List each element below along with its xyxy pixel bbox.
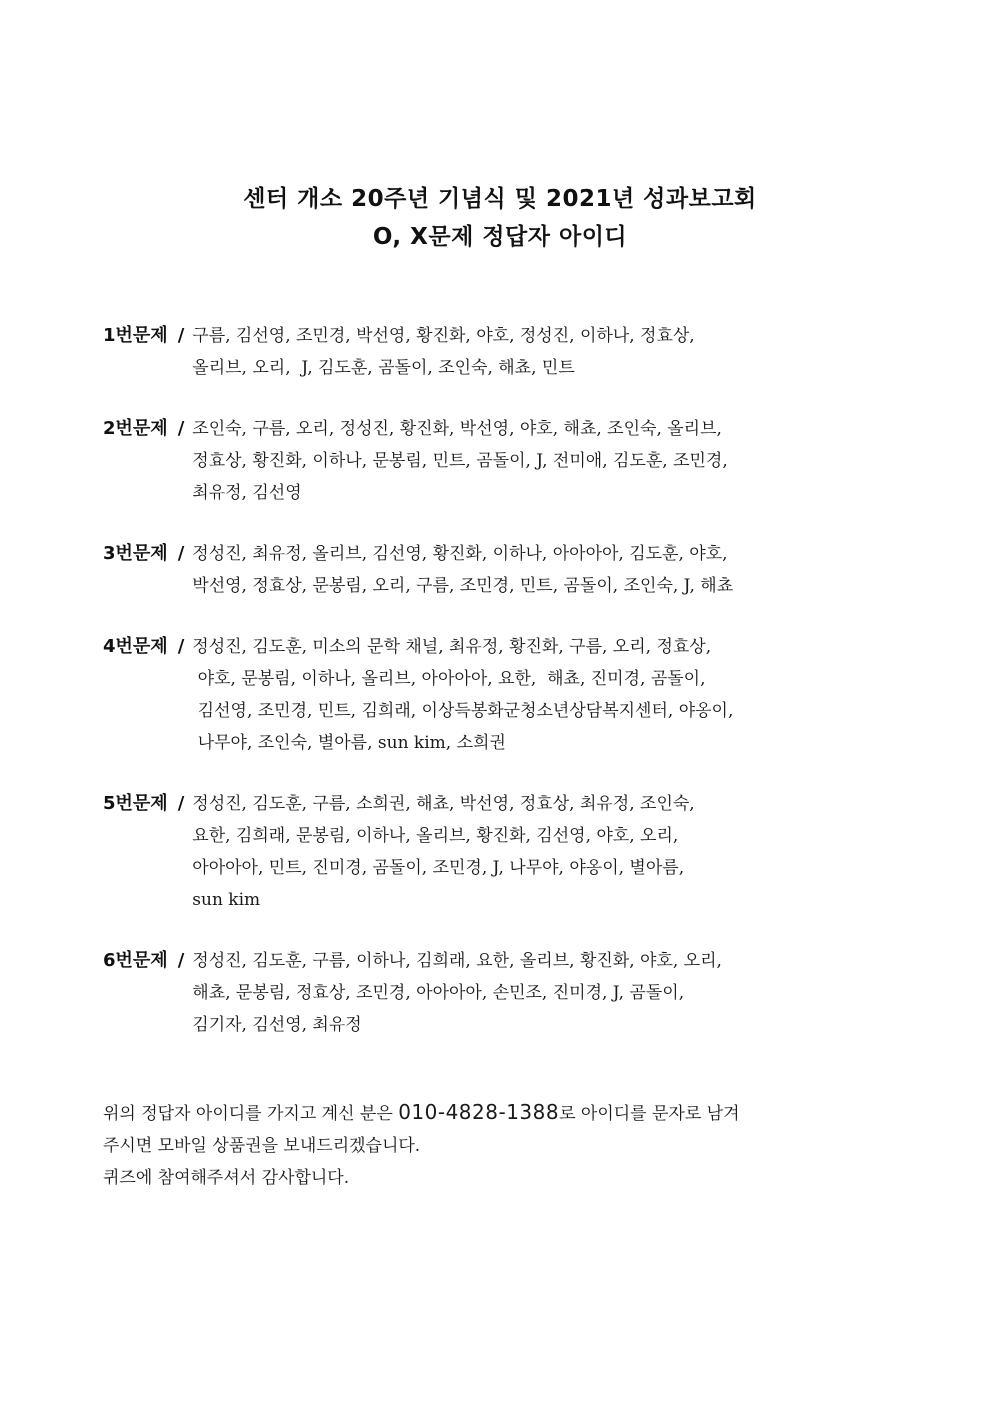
footer-line-3: 퀴즈에 참여해주셔서 감사합니다. (103, 1168, 350, 1188)
question-separator: / (177, 793, 185, 814)
question-separator: / (177, 950, 185, 971)
question-separator: / (177, 325, 185, 346)
footer-text-before-phone: 위의 정답자 아이디를 가지고 계신 분은 (103, 1104, 399, 1124)
document-title: 센터 개소 20주년 기념식 및 2021년 성과보고회 (243, 186, 757, 212)
contact-phone-number: 010-4828-1388 (398, 1100, 560, 1124)
footer-line-2: 주시면 모바일 상품권을 보내드리겠습니다. (103, 1136, 421, 1156)
question-block (103, 945, 903, 1041)
question-label: 1번문제 (103, 325, 168, 346)
footer-line-1 (103, 1096, 903, 1130)
answer-line: 김기자, 김선영, 최유정 (192, 1015, 362, 1035)
answer-line: 조인숙, 구름, 오리, 정성진, 황진화, 박선영, 야호, 해쵸, 조인숙, 올리브, (192, 419, 722, 439)
answer-id-list (192, 788, 903, 916)
question-list (103, 320, 903, 1070)
answer-line: 정효상, 황진화, 이하나, 문봉림, 민트, 곰돌이, J, 전미애, 김도훈, 조민경, (192, 451, 728, 471)
answer-id-list (192, 413, 903, 509)
answer-line: 최유정, 김선영 (192, 483, 302, 503)
answer-line: 구름, 김선영, 조민경, 박선영, 황진화, 야호, 정성진, 이하나, 정효상, (192, 326, 695, 346)
answer-line: 올리브, 오리, J, 김도훈, 곰돌이, 조인숙, 해쵸, 민트 (192, 358, 575, 378)
answer-line: 김선영, 조민경, 민트, 김희래, 이상득봉화군청소년상담복지센터, 야옹이, (192, 701, 734, 721)
answer-id-list (192, 631, 903, 759)
question-block (103, 538, 903, 602)
question-label: 6번문제 (103, 950, 168, 971)
question-block (103, 320, 903, 384)
answer-line: 야호, 문봉림, 이하나, 올리브, 아아아아, 요한, 해쵸, 진미경, 곰돌이, (192, 669, 706, 689)
answer-line: 정성진, 최유정, 올리브, 김선영, 황진화, 이하나, 아아아아, 김도훈, 야호, (192, 544, 728, 564)
document-subtitle: O, X문제 정답자 아이디 (372, 224, 628, 250)
answer-id-list (192, 945, 903, 1041)
answer-id-list (192, 538, 903, 602)
title-block (0, 180, 1000, 256)
question-label: 4번문제 (103, 636, 168, 657)
question-separator: / (177, 543, 185, 564)
question-block (103, 413, 903, 509)
question-label: 5번문제 (103, 793, 168, 814)
answer-line: 정성진, 김도훈, 구름, 이하나, 김희래, 요한, 올리브, 황진화, 야호, 오리, (192, 951, 722, 971)
answer-line: 정성진, 김도훈, 구름, 소희권, 해쵸, 박선영, 정효상, 최유정, 조인숙, (192, 794, 695, 814)
question-label: 2번문제 (103, 418, 168, 439)
footer-text-after-phone: 로 아이디를 문자로 남겨 (559, 1104, 740, 1124)
question-separator: / (177, 636, 185, 657)
answer-line: 해쵸, 문봉림, 정효상, 조민경, 아아아아, 손민조, 진미경, J, 곰돌이, (192, 983, 685, 1003)
question-label: 3번문제 (103, 543, 168, 564)
answer-line: 정성진, 김도훈, 미소의 문학 채널, 최유정, 황진화, 구름, 오리, 정효상, (192, 637, 712, 657)
answer-id-list (192, 320, 903, 384)
answer-line: 요한, 김희래, 문봉림, 이하나, 올리브, 황진화, 김선영, 야호, 오리, (192, 826, 679, 846)
answer-line: 박선영, 정효상, 문봉림, 오리, 구름, 조민경, 민트, 곰돌이, 조인숙, J, 해쵸 (192, 576, 734, 596)
question-block (103, 631, 903, 759)
answer-line: 아아아아, 민트, 진미경, 곰돌이, 조민경, J, 나무야, 야옹이, 별아름, (192, 858, 685, 878)
answer-line: 나무야, 조인숙, 별아름, sun kim, 소희권 (192, 733, 506, 753)
answer-line: sun kim (192, 890, 261, 910)
footer-notice (103, 1096, 903, 1194)
question-block (103, 788, 903, 916)
question-separator: / (177, 418, 185, 439)
